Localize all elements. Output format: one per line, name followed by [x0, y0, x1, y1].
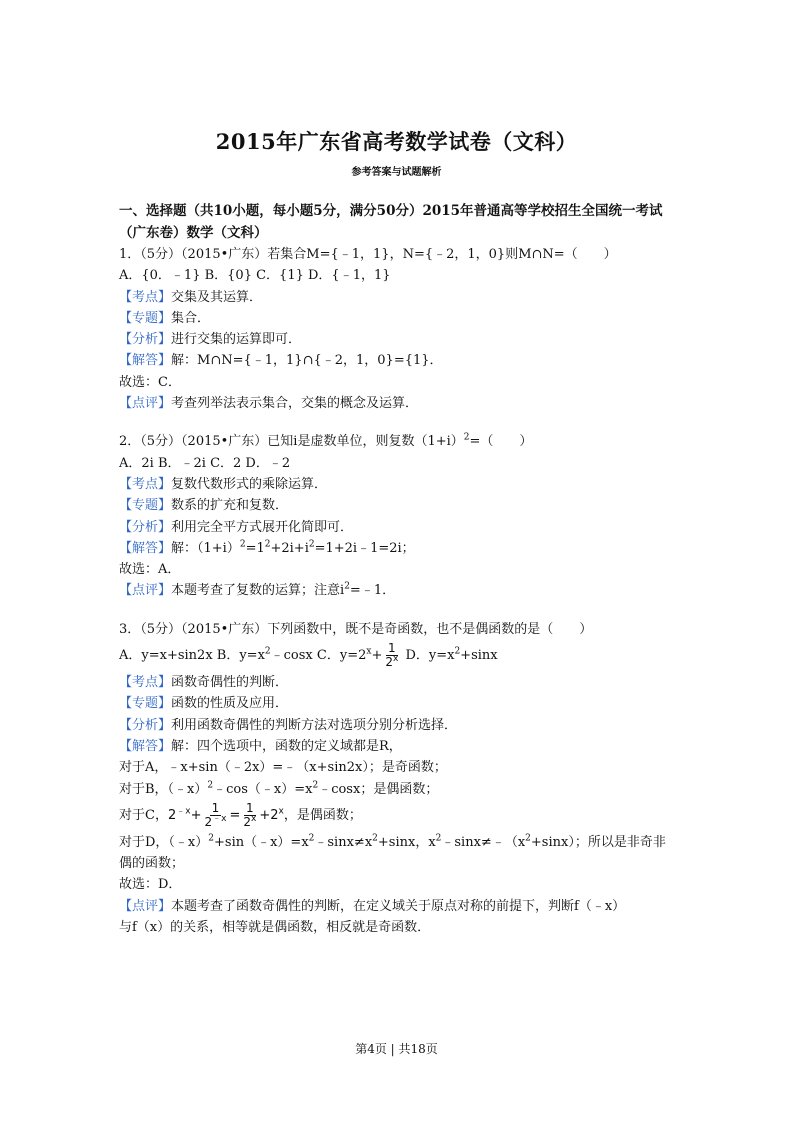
page-footer: 第4页 | 共18页: [355, 1042, 438, 1056]
fenxi-tag: 【分析】: [119, 519, 172, 535]
question-stem: 1．（5分）（2015•广东）若集合M={﹣1，1}，N={﹣2，1，0}则M∩N=（ ）: [119, 247, 617, 262]
jieda-tag: 【解答】: [119, 540, 172, 556]
answer-choice: 故选：C．: [119, 374, 181, 390]
zhuanti-row: [119, 693, 679, 714]
fenxi-text: 利用函数奇偶性的判断方法对选项分别分析选择．: [171, 717, 458, 733]
case-d: 对于D，$(﹣x)^2+\sin(﹣x)=x^2﹣\sin x\ne x^2+\sin x$，$x^2﹣\sin x\ne﹣(x^2+\sin x)$；所以是非奇非: [119, 833, 666, 850]
fraction: $\frac{1}{2^x}$: [243, 800, 257, 829]
dianping-row: 【点评】本题考查了复数的运算；注意$i^2=﹣1$．: [119, 582, 396, 599]
zhuanti-text: 数系的扩充和复数．: [171, 498, 289, 514]
zhuanti-text: 函数的性质及应用．: [171, 696, 289, 712]
page-subtitle: 参考答案与试题解析: [351, 167, 442, 178]
case-c: 对于C，$2^{﹣x}+$ $\frac{1}{2^{﹣x}}$ = $\frac{1}{2^x}$ $+2^x$，是偶函数；: [119, 800, 362, 829]
zhuanti-text: 集合．: [171, 310, 211, 326]
fenxi-tag: 【分析】: [119, 332, 172, 348]
dianping-text: 考查列举法表示集合，交集的概念及运算．: [171, 396, 419, 412]
fenxi-text: 进行交集的运算即可．: [171, 332, 302, 348]
fenxi-row: [119, 715, 679, 736]
fenxi-tag: 【分析】: [119, 717, 172, 733]
zhuanti-tag: 【专题】: [119, 310, 172, 326]
case-b: 对于B，$(﹣x)^2﹣\cos(﹣x)=x^2﹣\cos x$；是偶函数；: [119, 780, 439, 797]
case-a: 对于A，﹣x+sin（﹣2x）=﹣（x+sin2x）；是奇函数；: [119, 760, 447, 776]
fraction: $\frac{1}{2^{﹣x}}$: [204, 800, 227, 829]
section-heading-cont: （广东卷）数学（文科）: [119, 225, 268, 241]
kaodian-row: [119, 287, 679, 308]
question-stem: 3．（5分）（2015•广东）下列函数中，既不是奇函数，也不是偶函数的是（ ）: [119, 621, 593, 637]
kaodian-tag: 【考点】: [119, 675, 172, 691]
zhuanti-tag: 【专题】: [119, 696, 172, 712]
kaodian-tag: 【考点】: [119, 476, 172, 492]
dianping-tag: 【点评】: [119, 583, 172, 599]
question-3: [119, 619, 679, 939]
question-options: A．y=x+sin2x B．$y=x^2﹣\cos x$ C．$y=2^x+$ $\frac{1}{2^x}$ D．$y=x^2+\sin x$: [119, 641, 498, 670]
case-d-cont: 偶的函数；: [119, 856, 185, 872]
jieda-row: [119, 350, 679, 371]
jieda-text: 解：M∩N={﹣1，1}∩{﹣2，1，0}={1}．: [171, 353, 443, 369]
dianping-row: [119, 393, 679, 414]
page-title: 2015年广东省高考数学试卷（文科）: [215, 129, 578, 154]
kaodian-text: 函数奇偶性的判断．: [171, 675, 289, 691]
kaodian-text: 交集及其运算．: [171, 289, 263, 305]
dianping-text: 本题考查了函数奇偶性的判断，在定义域关于原点对称的前提下，判断f（﹣x）: [171, 898, 626, 914]
question-stem: 2．（5分）（2015•广东）已知i是虚数单位，则复数$(1+i)^2=$（ ）: [119, 433, 533, 450]
dianping-row: [119, 896, 679, 917]
dianping-tag: 【点评】: [119, 898, 172, 914]
question-1: [119, 244, 679, 414]
kaodian-text: 复数代数形式的乘除运算．: [171, 476, 328, 492]
question-options: A．{0．﹣1} B．{0} C．{1} D．{﹣1，1}: [119, 268, 391, 284]
zhuanti-tag: 【专题】: [119, 498, 172, 514]
jieda-tag: 【解答】: [119, 738, 172, 754]
zhuanti-row: [119, 308, 679, 329]
answer-choice: 故选：A．: [119, 562, 181, 578]
dianping-tag: 【点评】: [119, 396, 172, 412]
kaodian-row: [119, 474, 679, 495]
fenxi-row: [119, 329, 679, 350]
fraction: $\frac{1}{2^x}$: [385, 641, 399, 670]
kaodian-tag: 【考点】: [119, 289, 172, 305]
fenxi-row: [119, 517, 679, 538]
jieda-tag: 【解答】: [119, 353, 172, 369]
section-heading: 一、选择题（共10小题，每小题5分，满分50分）2015年普通高等学校招生全国统一考试: [119, 203, 663, 219]
answer-content: [119, 200, 679, 938]
question-2: [119, 431, 679, 601]
question-options: A．2i B．﹣2i C．2 D．﹣2: [119, 455, 291, 471]
jieda-text: 解：四个选项中，函数的定义域都是R，: [171, 738, 402, 754]
zhuanti-row: [119, 495, 679, 516]
fenxi-text: 利用完全平方式展开化简即可．: [171, 519, 354, 535]
kaodian-row: [119, 672, 679, 693]
dianping-cont: 与f（x）的关系，相等就是偶函数，相反就是奇函数．: [119, 920, 431, 936]
jieda-row: [119, 736, 679, 757]
answer-choice: 故选：D．: [119, 877, 182, 893]
jieda-row: 【解答】解：$(1+i)^2=1^2+2i+i^2=1+2i﹣1=2i$；: [119, 539, 415, 556]
